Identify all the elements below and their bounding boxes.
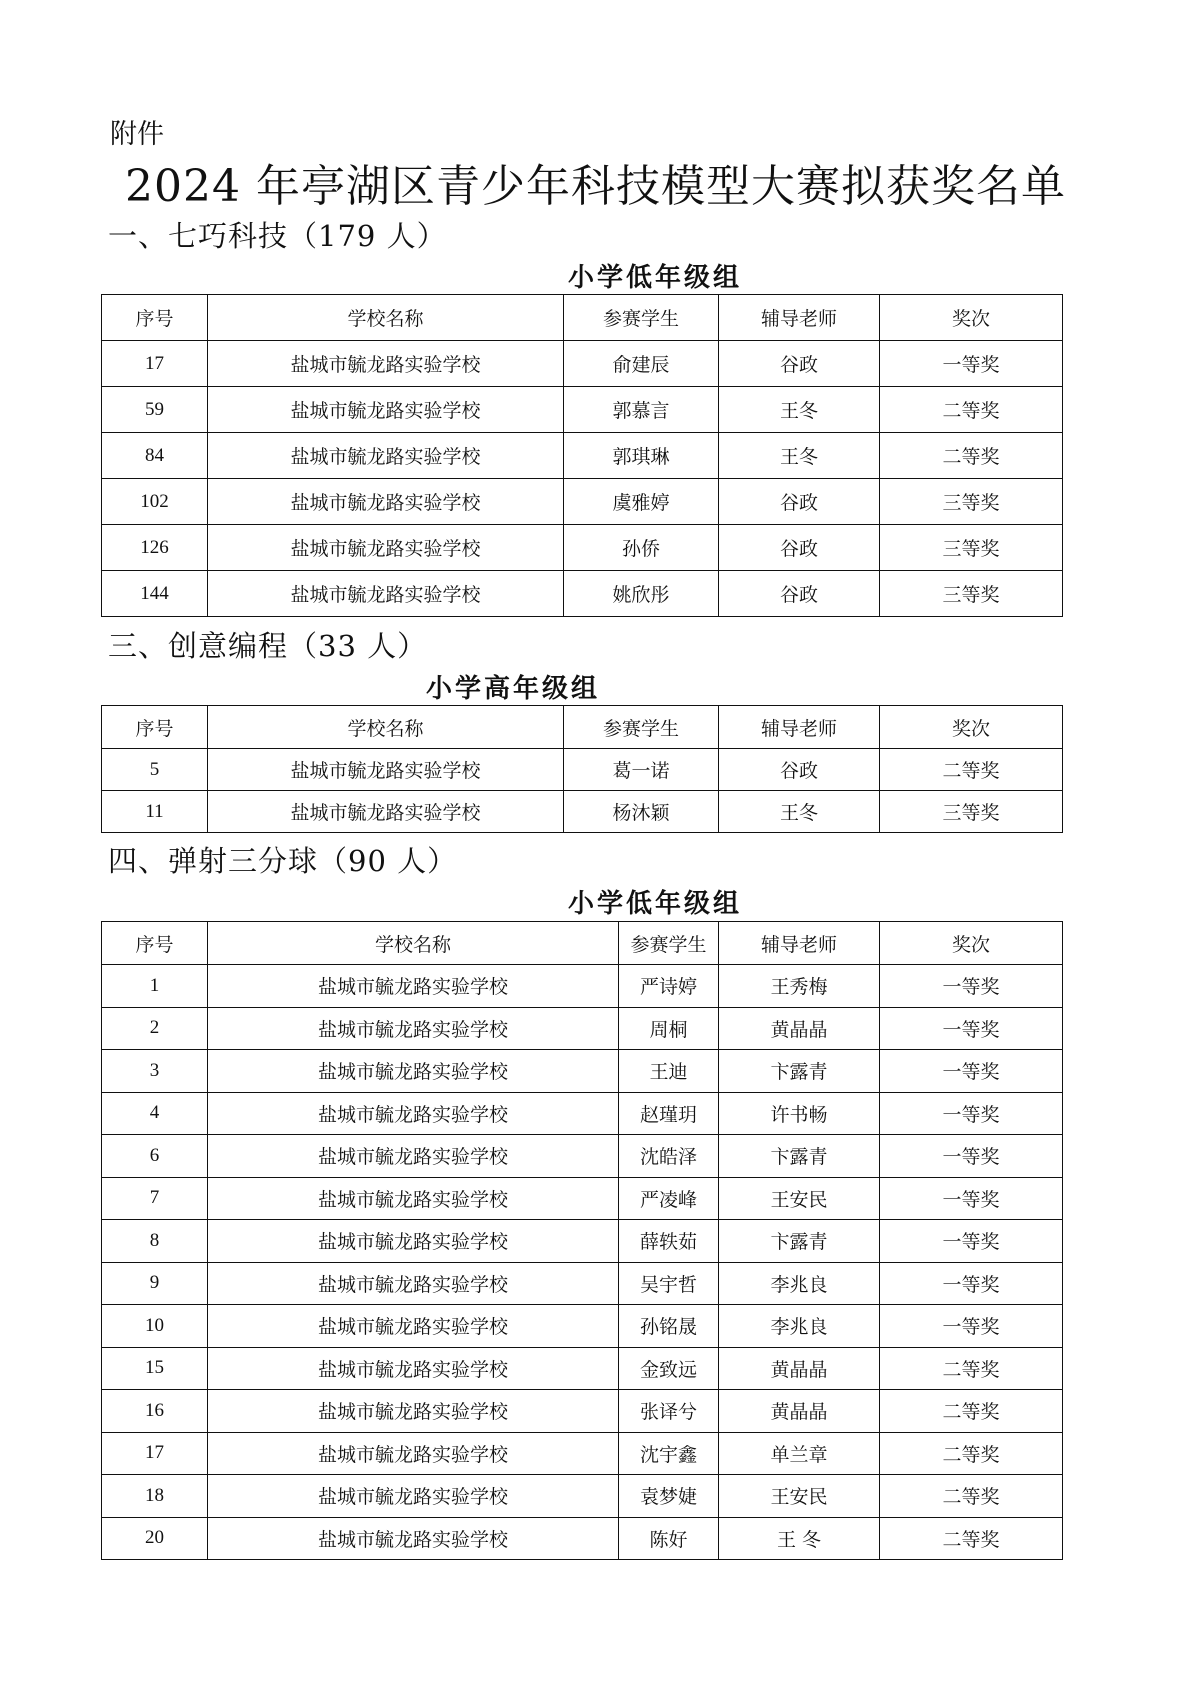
- school-name-cell: 盐城市毓龙路实验学校: [208, 965, 619, 1008]
- school-name-cell: 盐城市毓龙路实验学校: [208, 1220, 619, 1263]
- header-row-number: 序号: [102, 706, 208, 749]
- table-row: [102, 1177, 1063, 1220]
- table-row: [102, 387, 1063, 433]
- teacher-name-cell: 王秀梅: [719, 965, 880, 1008]
- school-name-cell: 盐城市毓龙路实验学校: [208, 433, 564, 479]
- row-number-cell: 10: [102, 1305, 208, 1348]
- teacher-name-cell: 王安民: [719, 1177, 880, 1220]
- teacher-name-cell: 谷政: [719, 479, 880, 525]
- award-level-cell: 二等奖: [880, 1475, 1063, 1518]
- header-award: 奖次: [880, 706, 1063, 749]
- awards-table-qiqiao: [101, 294, 1063, 617]
- school-name-cell: 盐城市毓龙路实验学校: [208, 341, 564, 387]
- teacher-name-cell: 王冬: [719, 387, 880, 433]
- row-number-cell: 8: [102, 1220, 208, 1263]
- award-level-cell: 二等奖: [880, 1432, 1063, 1475]
- award-level-cell: 一等奖: [880, 1092, 1063, 1135]
- table-row: [102, 525, 1063, 571]
- school-name-cell: 盐城市毓龙路实验学校: [208, 791, 564, 833]
- school-name-cell: 盐城市毓龙路实验学校: [208, 1007, 619, 1050]
- school-name-cell: 盐城市毓龙路实验学校: [208, 1050, 619, 1093]
- group-title-qiqiao: 小学低年级组: [568, 263, 743, 293]
- award-level-cell: 二等奖: [880, 1347, 1063, 1390]
- teacher-name-cell: 卞露青: [719, 1135, 880, 1178]
- teacher-name-cell: 谷政: [719, 571, 880, 617]
- student-name-cell: 沈皓泽: [619, 1135, 719, 1178]
- student-name-cell: 杨沐颖: [564, 791, 719, 833]
- award-level-cell: 二等奖: [880, 1390, 1063, 1433]
- teacher-name-cell: 许书畅: [719, 1092, 880, 1135]
- row-number-cell: 84: [102, 433, 208, 479]
- award-level-cell: 一等奖: [880, 1177, 1063, 1220]
- school-name-cell: 盐城市毓龙路实验学校: [208, 1262, 619, 1305]
- table-row: [102, 1135, 1063, 1178]
- header-student: 参赛学生: [619, 922, 719, 965]
- row-number-cell: 144: [102, 571, 208, 617]
- table-row: [102, 1050, 1063, 1093]
- student-name-cell: 陈好: [619, 1517, 719, 1560]
- school-name-cell: 盐城市毓龙路实验学校: [208, 1305, 619, 1348]
- header-student: 参赛学生: [564, 706, 719, 749]
- row-number-cell: 6: [102, 1135, 208, 1178]
- award-level-cell: 一等奖: [880, 1305, 1063, 1348]
- student-name-cell: 葛一诺: [564, 749, 719, 791]
- award-level-cell: 一等奖: [880, 1262, 1063, 1305]
- teacher-name-cell: 王 冬: [719, 1517, 880, 1560]
- school-name-cell: 盐城市毓龙路实验学校: [208, 571, 564, 617]
- teacher-name-cell: 黄晶晶: [719, 1007, 880, 1050]
- table-row: [102, 1347, 1063, 1390]
- award-level-cell: 一等奖: [880, 965, 1063, 1008]
- table-row: [102, 1475, 1063, 1518]
- award-level-cell: 二等奖: [880, 1517, 1063, 1560]
- header-teacher: 辅导老师: [719, 922, 880, 965]
- section-heading-qiqiao: 一、七巧科技（179 人）: [108, 219, 447, 253]
- award-level-cell: 二等奖: [880, 433, 1063, 479]
- award-level-cell: 一等奖: [880, 1220, 1063, 1263]
- header-row-number: 序号: [102, 922, 208, 965]
- teacher-name-cell: 黄晶晶: [719, 1347, 880, 1390]
- row-number-cell: 5: [102, 749, 208, 791]
- school-name-cell: 盐城市毓龙路实验学校: [208, 1432, 619, 1475]
- row-number-cell: 18: [102, 1475, 208, 1518]
- row-number-cell: 1: [102, 965, 208, 1008]
- school-name-cell: 盐城市毓龙路实验学校: [208, 387, 564, 433]
- student-name-cell: 张译兮: [619, 1390, 719, 1433]
- row-number-cell: 9: [102, 1262, 208, 1305]
- student-name-cell: 周桐: [619, 1007, 719, 1050]
- teacher-name-cell: 卞露青: [719, 1220, 880, 1263]
- award-level-cell: 三等奖: [880, 571, 1063, 617]
- teacher-name-cell: 黄晶晶: [719, 1390, 880, 1433]
- table-row: [102, 479, 1063, 525]
- row-number-cell: 2: [102, 1007, 208, 1050]
- student-name-cell: 严诗婷: [619, 965, 719, 1008]
- student-name-cell: 郭琪琳: [564, 433, 719, 479]
- student-name-cell: 王迪: [619, 1050, 719, 1093]
- table-header-row: [102, 706, 1063, 749]
- group-title-catapult: 小学低年级组: [568, 889, 743, 919]
- award-level-cell: 一等奖: [880, 341, 1063, 387]
- table-row: [102, 1390, 1063, 1433]
- student-name-cell: 孙侨: [564, 525, 719, 571]
- table-row: [102, 965, 1063, 1008]
- table-row: [102, 1517, 1063, 1560]
- school-name-cell: 盐城市毓龙路实验学校: [208, 525, 564, 571]
- teacher-name-cell: 李兆良: [719, 1262, 880, 1305]
- row-number-cell: 7: [102, 1177, 208, 1220]
- section-heading-programming: 三、创意编程（33 人）: [108, 629, 428, 663]
- teacher-name-cell: 卞露青: [719, 1050, 880, 1093]
- header-award: 奖次: [880, 295, 1063, 341]
- school-name-cell: 盐城市毓龙路实验学校: [208, 479, 564, 525]
- row-number-cell: 3: [102, 1050, 208, 1093]
- student-name-cell: 金致远: [619, 1347, 719, 1390]
- student-name-cell: 赵瑾玥: [619, 1092, 719, 1135]
- header-award: 奖次: [880, 922, 1063, 965]
- table-row: [102, 1305, 1063, 1348]
- row-number-cell: 15: [102, 1347, 208, 1390]
- group-title-programming: 小学高年级组: [426, 674, 601, 704]
- row-number-cell: 17: [102, 1432, 208, 1475]
- teacher-name-cell: 谷政: [719, 749, 880, 791]
- student-name-cell: 薛轶茹: [619, 1220, 719, 1263]
- student-name-cell: 严凌峰: [619, 1177, 719, 1220]
- header-school-name: 学校名称: [208, 706, 564, 749]
- school-name-cell: 盐城市毓龙路实验学校: [208, 1390, 619, 1433]
- school-name-cell: 盐城市毓龙路实验学校: [208, 1092, 619, 1135]
- award-level-cell: 二等奖: [880, 749, 1063, 791]
- table-row: [102, 749, 1063, 791]
- teacher-name-cell: 王冬: [719, 791, 880, 833]
- row-number-cell: 16: [102, 1390, 208, 1433]
- row-number-cell: 11: [102, 791, 208, 833]
- school-name-cell: 盐城市毓龙路实验学校: [208, 749, 564, 791]
- table-row: [102, 1220, 1063, 1263]
- row-number-cell: 4: [102, 1092, 208, 1135]
- header-school-name: 学校名称: [208, 922, 619, 965]
- row-number-cell: 17: [102, 341, 208, 387]
- award-level-cell: 三等奖: [880, 525, 1063, 571]
- award-level-cell: 二等奖: [880, 387, 1063, 433]
- document-title: 2024 年亭湖区青少年科技模型大赛拟获奖名单: [125, 161, 1066, 212]
- table-row: [102, 1432, 1063, 1475]
- table-header-row: [102, 295, 1063, 341]
- teacher-name-cell: 单兰章: [719, 1432, 880, 1475]
- row-number-cell: 102: [102, 479, 208, 525]
- teacher-name-cell: 王安民: [719, 1475, 880, 1518]
- table-row: [102, 433, 1063, 479]
- school-name-cell: 盐城市毓龙路实验学校: [208, 1177, 619, 1220]
- student-name-cell: 俞建辰: [564, 341, 719, 387]
- awards-table-programming: [101, 705, 1063, 833]
- award-level-cell: 一等奖: [880, 1135, 1063, 1178]
- section-heading-catapult: 四、弹射三分球（90 人）: [108, 844, 458, 878]
- table-row: [102, 571, 1063, 617]
- row-number-cell: 126: [102, 525, 208, 571]
- teacher-name-cell: 谷政: [719, 525, 880, 571]
- student-name-cell: 吴宇哲: [619, 1262, 719, 1305]
- table-row: [102, 791, 1063, 833]
- teacher-name-cell: 王冬: [719, 433, 880, 479]
- table-row: [102, 1262, 1063, 1305]
- table-row: [102, 1092, 1063, 1135]
- row-number-cell: 20: [102, 1517, 208, 1560]
- table-row: [102, 1007, 1063, 1050]
- school-name-cell: 盐城市毓龙路实验学校: [208, 1347, 619, 1390]
- student-name-cell: 姚欣彤: [564, 571, 719, 617]
- student-name-cell: 孙铭晟: [619, 1305, 719, 1348]
- school-name-cell: 盐城市毓龙路实验学校: [208, 1135, 619, 1178]
- student-name-cell: 郭慕言: [564, 387, 719, 433]
- student-name-cell: 虞雅婷: [564, 479, 719, 525]
- header-row-number: 序号: [102, 295, 208, 341]
- student-name-cell: 袁梦婕: [619, 1475, 719, 1518]
- school-name-cell: 盐城市毓龙路实验学校: [208, 1475, 619, 1518]
- teacher-name-cell: 李兆良: [719, 1305, 880, 1348]
- student-name-cell: 沈宇鑫: [619, 1432, 719, 1475]
- awards-table-catapult: [101, 921, 1063, 1560]
- teacher-name-cell: 谷政: [719, 341, 880, 387]
- award-level-cell: 三等奖: [880, 791, 1063, 833]
- header-teacher: 辅导老师: [719, 295, 880, 341]
- award-level-cell: 一等奖: [880, 1050, 1063, 1093]
- row-number-cell: 59: [102, 387, 208, 433]
- table-row: [102, 341, 1063, 387]
- table-header-row: [102, 922, 1063, 965]
- header-school-name: 学校名称: [208, 295, 564, 341]
- header-student: 参赛学生: [564, 295, 719, 341]
- header-teacher: 辅导老师: [719, 706, 880, 749]
- award-level-cell: 三等奖: [880, 479, 1063, 525]
- award-level-cell: 一等奖: [880, 1007, 1063, 1050]
- attachment-label: 附件: [110, 119, 164, 150]
- school-name-cell: 盐城市毓龙路实验学校: [208, 1517, 619, 1560]
